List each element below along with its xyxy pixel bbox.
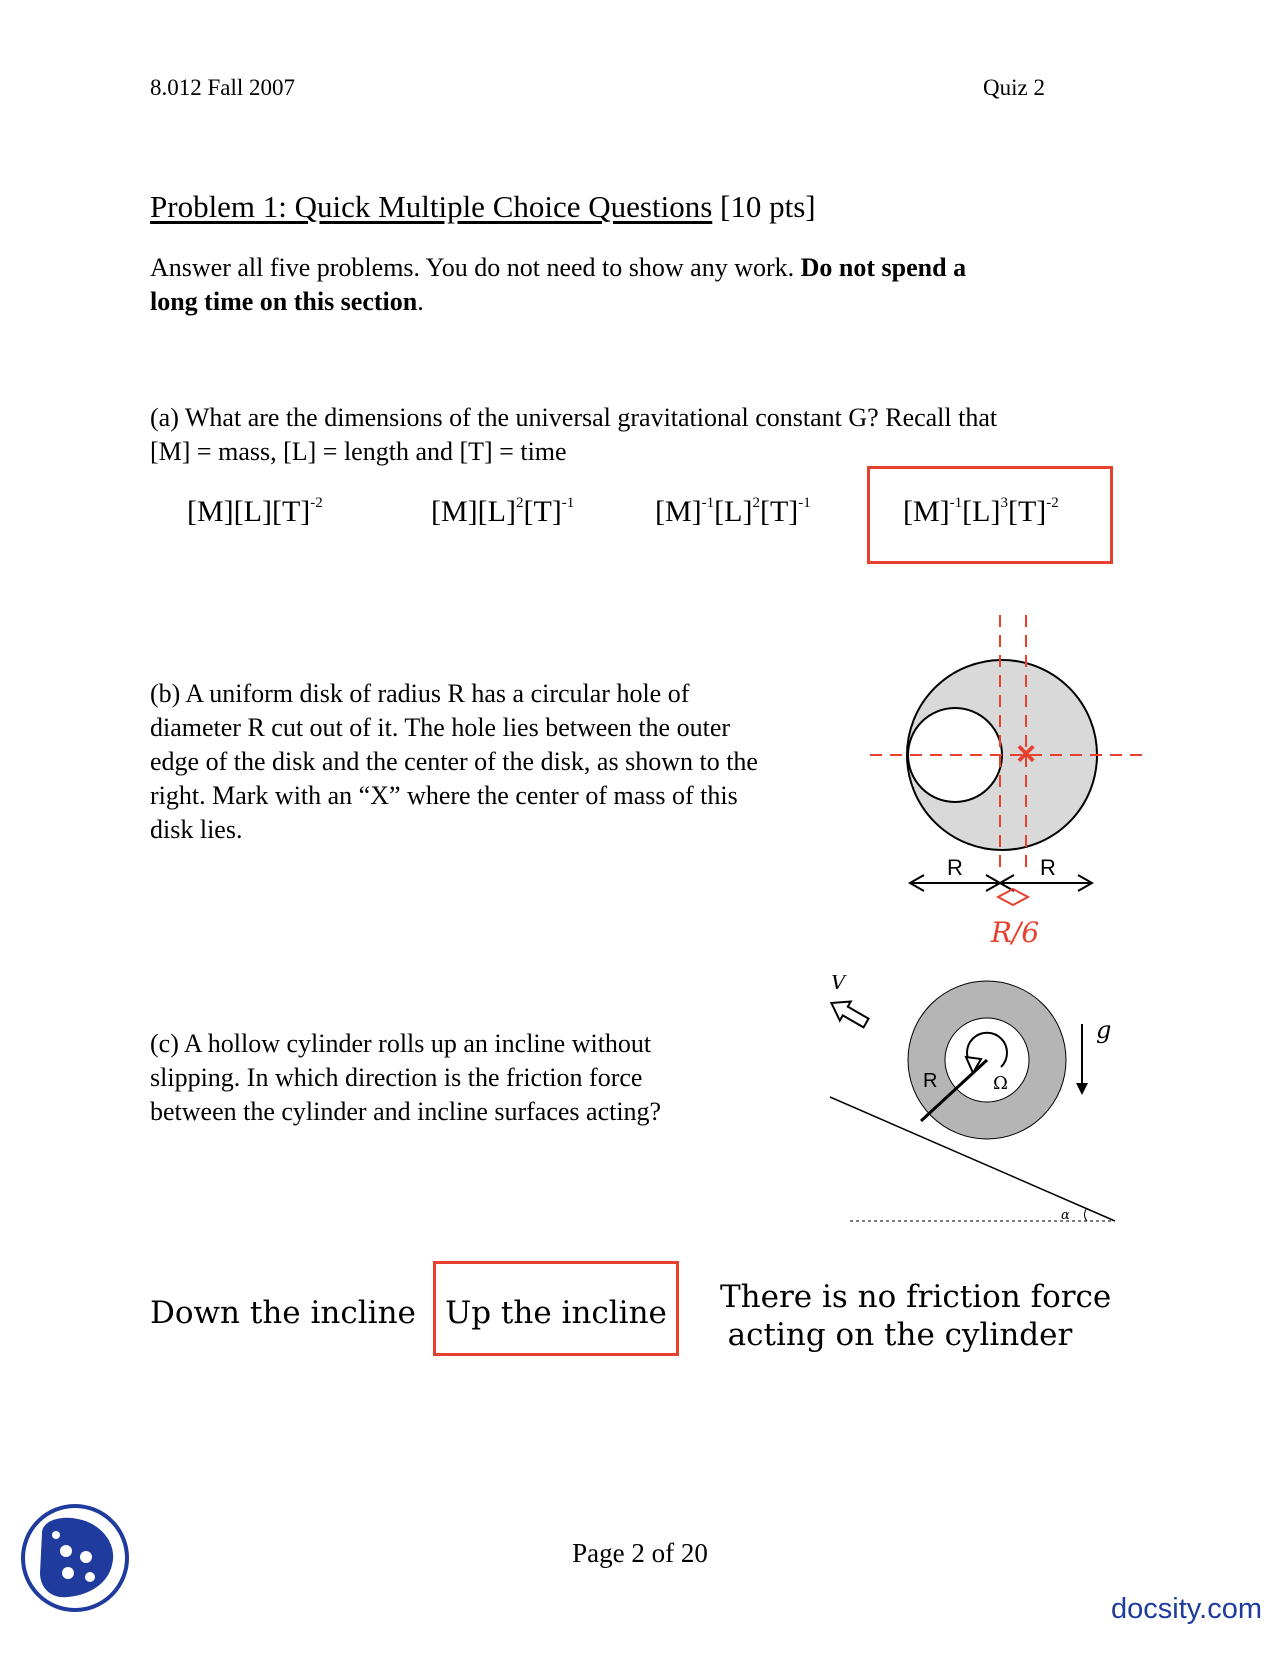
angle-arc — [1085, 1208, 1088, 1221]
question-c — [150, 1027, 790, 1129]
gravity-label: g — [1096, 1016, 1112, 1044]
option-a-4[interactable]: $[M]^{-1}[L]^3[T]^{-2}$ — [903, 495, 1059, 528]
velocity-label: V — [831, 975, 846, 994]
center-of-mass-mark: × — [1016, 735, 1036, 773]
radius-label: R — [923, 1070, 938, 1092]
problem-points: [10 pts] — [720, 189, 816, 224]
velocity-arrow-icon — [826, 993, 872, 1032]
question-b-line: diameter R cut out of it. The hole lies between the outer — [150, 713, 731, 742]
option-a-2[interactable]: $[M][L]^2[T]^{-1}$ — [431, 495, 575, 528]
question-c-line: (c) A hollow cylinder rolls up an incline without — [150, 1029, 652, 1058]
question-a — [150, 401, 1150, 469]
question-b-line: (b) A uniform disk of radius R has a circular hole of — [150, 679, 690, 708]
page-number: Page 2 of 20 — [572, 1538, 708, 1568]
question-b-line: disk lies. — [150, 815, 243, 844]
quiz-label: Quiz 2 — [983, 75, 1045, 100]
instructions-bold-1: Do not spend a — [800, 253, 967, 282]
omega-label: Ω — [993, 1073, 1008, 1094]
instructions-end: . — [417, 287, 424, 316]
question-a-line1: (a) What are the dimensions of the universal gravitational constant G? Recall that — [150, 403, 998, 432]
instructions-plain: Answer all five problems. You do not need to show any work. — [150, 253, 801, 282]
question-c-line: slipping. In which direction is the friction force — [150, 1063, 643, 1092]
instructions-bold-2: long time on this section — [150, 287, 418, 316]
answer-down-incline[interactable]: Down the incline — [150, 1295, 416, 1331]
instructions — [150, 251, 1090, 319]
angle-label: α — [1061, 1208, 1070, 1223]
question-a-line2: [M] = mass, [L] = length and [T] = time — [150, 437, 567, 466]
cylinder-figure — [825, 975, 1145, 1235]
offset-label: R/6 — [990, 916, 1040, 949]
question-b-line: edge of the disk and the center of the disk, as shown to the — [150, 747, 758, 776]
question-b — [150, 677, 850, 847]
gravity-arrowhead-icon — [1076, 1083, 1088, 1095]
docsity-brand[interactable]: docsity.com — [1111, 1593, 1262, 1625]
problem-title-text: Problem 1: Quick Multiple Choice Questions — [150, 189, 713, 224]
question-c-line: between the cylinder and incline surfaces acting? — [150, 1097, 662, 1126]
answer-no-friction-line1: There is no friction force — [720, 1279, 1112, 1315]
course-label: 8.012 Fall 2007 — [150, 75, 296, 100]
problem-title — [150, 189, 816, 225]
left-radius-label: R — [947, 855, 963, 880]
right-radius-label: R — [1040, 855, 1056, 880]
option-a-3[interactable]: $[M]^{-1}[L]^2[T]^{-1}$ — [655, 495, 811, 528]
answer-no-friction-line2: acting on the cylinder — [727, 1317, 1073, 1353]
docsity-logo[interactable] — [20, 1503, 130, 1613]
answer-no-friction[interactable] — [720, 1278, 1112, 1354]
disk-figure — [860, 605, 1150, 955]
question-b-line: right. Mark with an “X” where the center of mass of this — [150, 781, 738, 810]
answer-up-incline[interactable]: Up the incline — [445, 1295, 667, 1331]
option-a-1[interactable]: $[M][L][T]^{-2}$ — [187, 495, 323, 528]
